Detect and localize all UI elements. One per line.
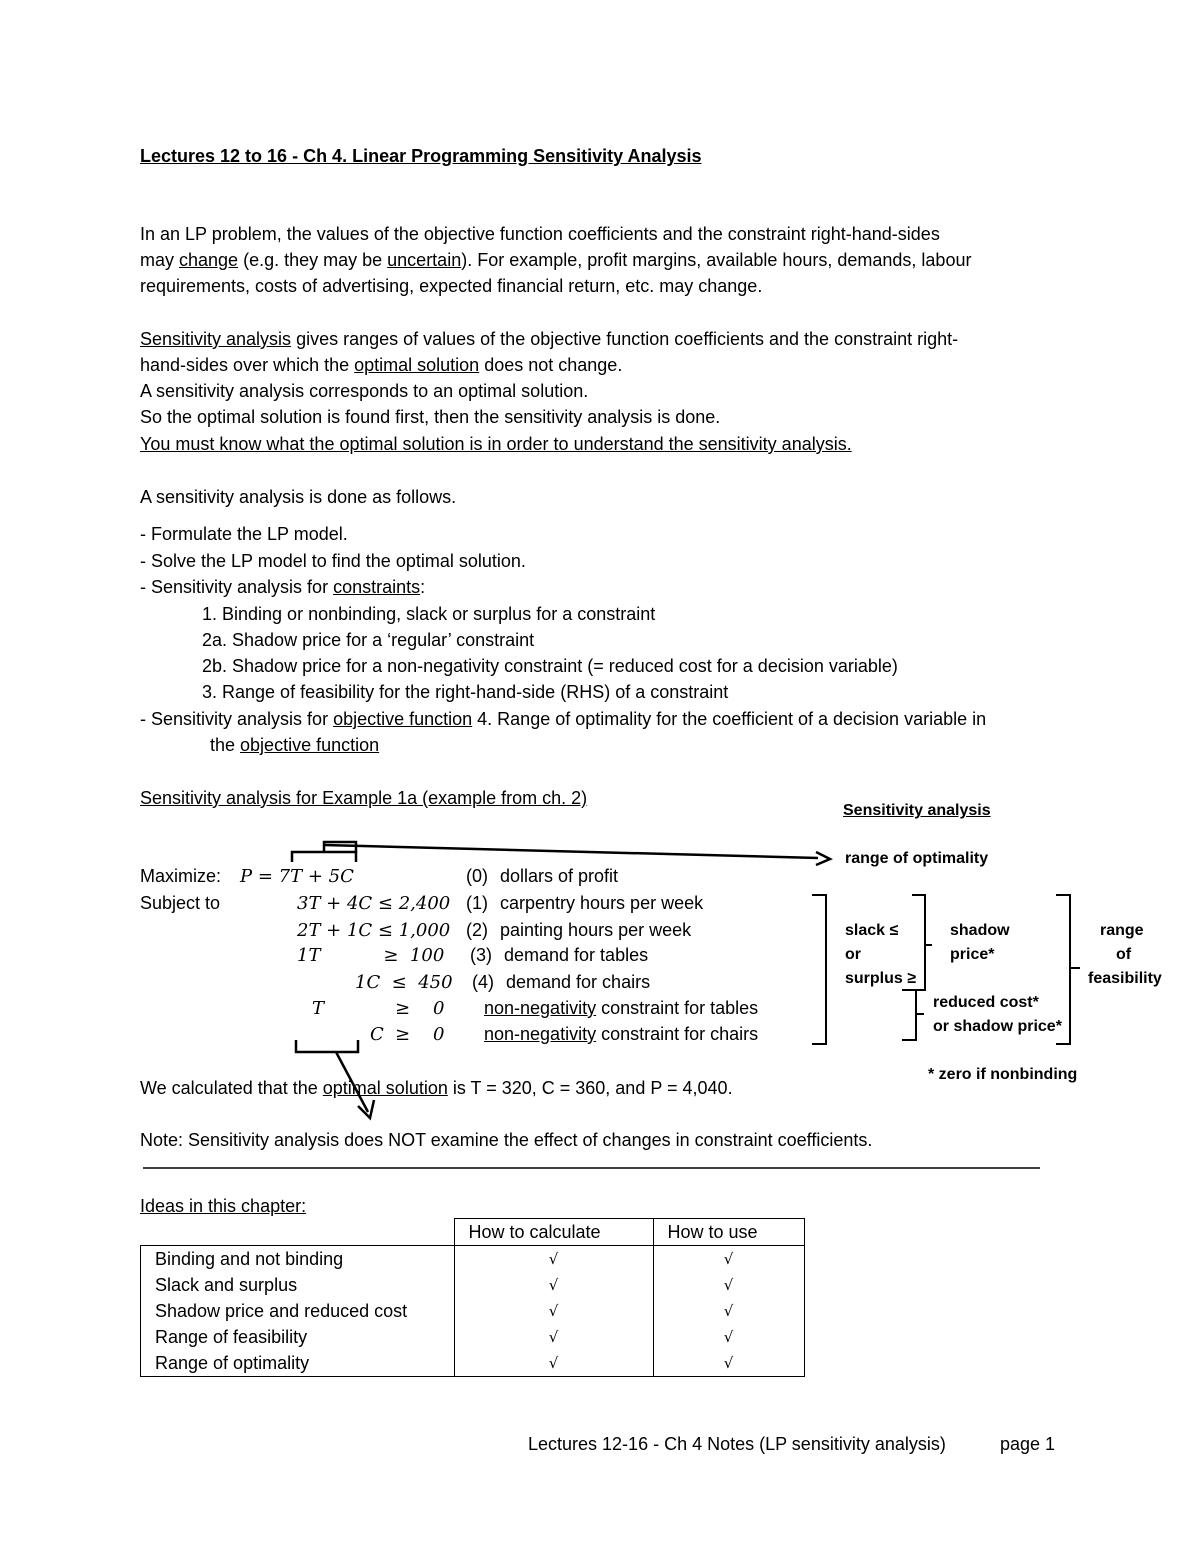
term-constraints: constraints [333, 577, 421, 597]
brace-shadow-price [912, 895, 932, 990]
substep-2a: 2a. Shadow price for a ‘regular’ constraint [202, 630, 535, 650]
label-footnote: * zero if nonbinding [928, 1066, 1078, 1083]
definition-line-5: You must know what the optimal solution is in order to understand the sensitivity analysis. [140, 434, 852, 454]
check-mark: √ [653, 1246, 804, 1273]
intro-line-2: may change (e.g. they may be uncertain). For example, profit margins, available hours, demands, labour [140, 250, 972, 270]
note-line: Note: Sensitivity analysis does NOT examine the effect of changes in constraint coefficients. [140, 1130, 873, 1150]
step-4-continued: the objective function [210, 735, 380, 755]
table-header-calc: How to calculate [454, 1219, 653, 1246]
intro-line-3: requirements, costs of advertising, expected financial return, etc. may change. [140, 276, 763, 296]
brace-reduced-cost [902, 990, 924, 1040]
row-name: Range of optimality [141, 1350, 455, 1377]
term-sensitivity-analysis: Sensitivity analysis [140, 329, 292, 349]
row-3-expr: 1T ≥ 100 [297, 945, 445, 966]
intro-line-1: In an LP problem, the values of the objective function coefficients and the constraint right-hand-sides [140, 224, 940, 244]
definition-line-1: Sensitivity analysis gives ranges of values of the objective function coefficients and the constraint right- [140, 329, 959, 349]
definition-line-4: So the optimal solution is found first, then the sensitivity analysis is done. [140, 407, 721, 427]
row-2-desc: painting hours per week [500, 920, 692, 940]
row-3-desc: demand for tables [504, 945, 649, 965]
brace-range-feasibility [1056, 895, 1080, 1044]
term-objective-function: objective function [333, 709, 473, 729]
footer-page-number: page 1 [1000, 1434, 1056, 1454]
check-mark: √ [454, 1246, 653, 1273]
label-feasibility: feasibility [1088, 970, 1162, 987]
row-4-expr: 1C ≤ 450 [355, 972, 453, 993]
label-shadow: shadow [950, 922, 1010, 939]
check-mark: √ [454, 1324, 653, 1350]
nn-t-desc: non-negativity constraint for tables [484, 998, 759, 1018]
nn-c-rel: ≥ 0 [395, 1024, 445, 1045]
row-2-num: (2) [466, 920, 488, 940]
maximize-label: Maximize: [140, 866, 222, 886]
table-row [141, 1324, 805, 1350]
substep-3: 3. Range of feasibility for the right-hand-side (RHS) of a constraint [202, 682, 729, 702]
check-mark: √ [454, 1272, 653, 1298]
row-0-desc: dollars of profit [500, 866, 619, 886]
steps-intro: A sensitivity analysis is done as follows. [140, 487, 457, 507]
term-uncertain: uncertain [387, 250, 462, 270]
optimal-solution-line: We calculated that the optimal solution is T = 320, C = 360, and P = 4,040. [140, 1078, 733, 1098]
example-heading: Sensitivity analysis for Example 1a (example from ch. 2) [140, 788, 588, 808]
objective-function: P = 7T + 5C [240, 866, 354, 887]
nn-c-desc: non-negativity constraint for chairs [484, 1024, 759, 1044]
step-1: - Formulate the LP model. [140, 524, 348, 544]
ideas-table [140, 1218, 805, 1377]
nonnegativity-bracket [296, 1040, 374, 1118]
check-mark: √ [454, 1298, 653, 1324]
nn-t-rel: ≥ 0 [395, 998, 445, 1019]
check-mark: √ [454, 1350, 653, 1377]
row-name: Range of feasibility [141, 1324, 455, 1350]
check-mark: √ [653, 1350, 804, 1377]
step-4: - Sensitivity analysis for objective function 4. Range of optimality for the coefficient of a decision variable in [140, 709, 987, 729]
table-row [141, 1350, 805, 1377]
range-optimality-arrow [292, 842, 830, 865]
brace-slack [812, 895, 826, 1044]
row-2-expr: 2T + 1C ≤ 1,000 [297, 920, 451, 941]
table-header-row [141, 1219, 805, 1246]
check-mark: √ [653, 1324, 804, 1350]
step-3: - Sensitivity analysis for constraints: [140, 577, 426, 597]
row-1-desc: carpentry hours per week [500, 893, 704, 913]
label-slack: slack ≤ [845, 922, 899, 939]
table-header-use: How to use [653, 1219, 804, 1246]
check-mark: √ [653, 1272, 804, 1298]
label-price: price* [950, 946, 995, 963]
label-range-optimality: range of optimality [845, 850, 989, 867]
table-row [141, 1272, 805, 1298]
row-name: Shadow price and reduced cost [141, 1298, 455, 1324]
substep-1: 1. Binding or nonbinding, slack or surplus for a constraint [202, 604, 656, 624]
label-range: range [1100, 922, 1144, 939]
side-heading: Sensitivity analysis [843, 802, 991, 819]
row-4-num: (4) [472, 972, 494, 992]
label-slack-or: or [845, 946, 861, 963]
footer-text: Lectures 12-16 - Ch 4 Notes (LP sensitivity analysis) [528, 1434, 946, 1454]
table-header-blank [141, 1219, 455, 1246]
term-change: change [179, 250, 239, 270]
label-surplus: surplus ≥ [845, 970, 917, 987]
substep-2b: 2b. Shadow price for a non-negativity constraint (= reduced cost for a decision variable) [202, 656, 898, 676]
definition-line-2: hand-sides over which the optimal solution does not change. [140, 355, 623, 375]
row-4-desc: demand for chairs [506, 972, 651, 992]
page-title: Lectures 12 to 16 - Ch 4. Linear Programming Sensitivity Analysis [140, 146, 702, 166]
label-reduced-cost: reduced cost* [933, 994, 1039, 1011]
row-3-num: (3) [470, 945, 492, 965]
table-row [141, 1246, 805, 1273]
label-or-shadow-price: or shadow price* [933, 1018, 1062, 1035]
row-name: Binding and not binding [141, 1246, 455, 1273]
nn-c-var: C [370, 1024, 384, 1045]
label-of: of [1116, 946, 1132, 963]
row-1-num: (1) [466, 893, 488, 913]
term-optimal-solution: optimal solution [354, 355, 480, 375]
check-mark: √ [653, 1298, 804, 1324]
row-name: Slack and surplus [141, 1272, 455, 1298]
row-1-expr: 3T + 4C ≤ 2,400 [297, 893, 451, 914]
term-objective-function-2: objective function [240, 735, 380, 755]
nn-t-var: T [312, 998, 325, 1019]
ideas-heading: Ideas in this chapter: [140, 1196, 307, 1216]
step-2: - Solve the LP model to find the optimal solution. [140, 551, 526, 571]
table-row [141, 1298, 805, 1324]
definition-line-3: A sensitivity analysis corresponds to an optimal solution. [140, 381, 589, 401]
subject-to-label: Subject to [140, 893, 221, 913]
row-0-num: (0) [466, 866, 488, 886]
